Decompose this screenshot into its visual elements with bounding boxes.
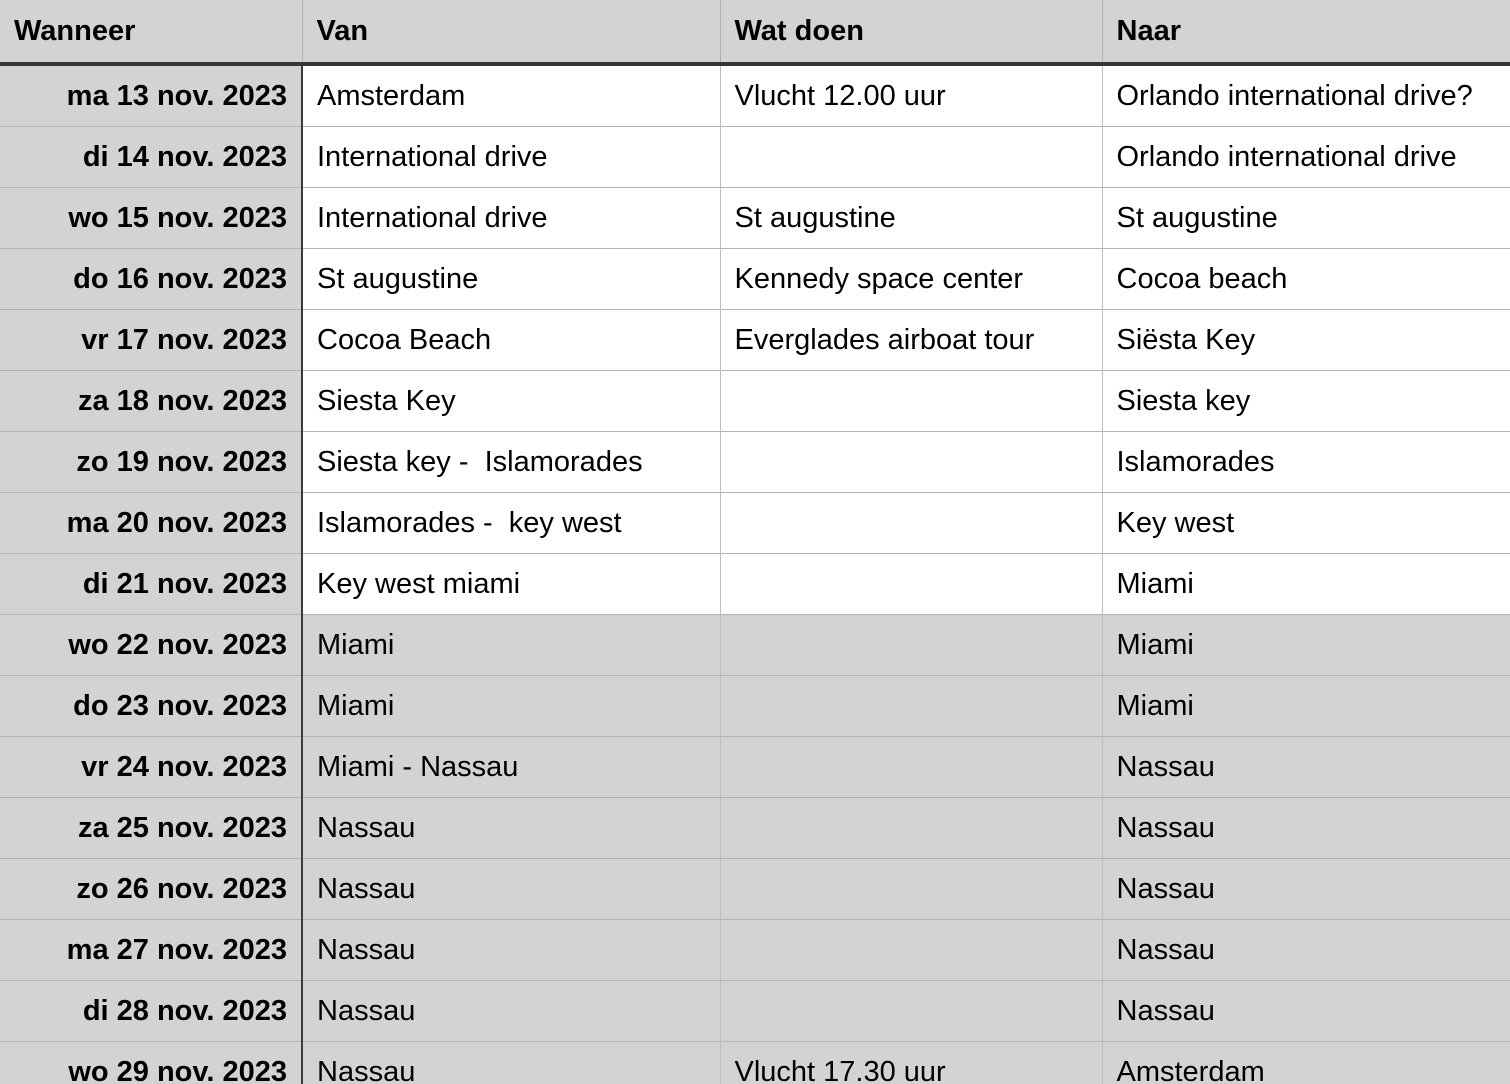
cell-wat-doen[interactable]: Everglades airboat tour [720,310,1102,371]
cell-van[interactable]: International drive [302,127,720,188]
cell-van[interactable]: Nassau [302,920,720,981]
table-row [0,676,1510,737]
table-row [0,493,1510,554]
cell-van[interactable]: Siesta Key [302,371,720,432]
header-wanneer[interactable]: Wanneer [0,0,302,64]
table-body [0,64,1510,1084]
table-row [0,432,1510,493]
cell-naar[interactable]: Nassau [1102,981,1510,1042]
cell-naar[interactable]: Siesta key [1102,371,1510,432]
cell-wanneer[interactable]: vr 17 nov. 2023 [0,310,302,371]
cell-naar[interactable]: Miami [1102,615,1510,676]
cell-wat-doen[interactable] [720,432,1102,493]
table-row [0,615,1510,676]
cell-naar[interactable]: Miami [1102,676,1510,737]
cell-naar[interactable]: Nassau [1102,920,1510,981]
cell-naar[interactable]: Islamorades [1102,432,1510,493]
cell-van[interactable]: Miami [302,676,720,737]
cell-naar[interactable]: Nassau [1102,798,1510,859]
cell-wat-doen[interactable]: Kennedy space center [720,249,1102,310]
table-row [0,310,1510,371]
cell-naar[interactable]: Orlando international drive? [1102,64,1510,127]
cell-wanneer[interactable]: vr 24 nov. 2023 [0,737,302,798]
cell-wanneer[interactable]: wo 15 nov. 2023 [0,188,302,249]
table-row [0,371,1510,432]
cell-wanneer[interactable]: zo 26 nov. 2023 [0,859,302,920]
cell-wanneer[interactable]: do 16 nov. 2023 [0,249,302,310]
header-wat-doen[interactable]: Wat doen [720,0,1102,64]
table-row [0,920,1510,981]
cell-van[interactable]: St augustine [302,249,720,310]
table-row [0,554,1510,615]
cell-wat-doen[interactable] [720,615,1102,676]
cell-wat-doen[interactable]: Vlucht 17.30 uur [720,1042,1102,1084]
cell-wat-doen[interactable] [720,127,1102,188]
cell-naar[interactable]: Nassau [1102,737,1510,798]
cell-van[interactable]: Miami - Nassau [302,737,720,798]
cell-wanneer[interactable]: za 25 nov. 2023 [0,798,302,859]
cell-wanneer[interactable]: wo 22 nov. 2023 [0,615,302,676]
cell-wat-doen[interactable] [720,676,1102,737]
table-header [0,0,1510,64]
table-row [0,127,1510,188]
cell-van[interactable]: International drive [302,188,720,249]
cell-wanneer[interactable]: wo 29 nov. 2023 [0,1042,302,1084]
table-row [0,1042,1510,1084]
cell-wat-doen[interactable] [720,920,1102,981]
cell-wanneer[interactable]: ma 27 nov. 2023 [0,920,302,981]
cell-naar[interactable]: Key west [1102,493,1510,554]
cell-wat-doen[interactable] [720,554,1102,615]
cell-van[interactable]: Nassau [302,798,720,859]
table-row [0,188,1510,249]
cell-van[interactable]: Nassau [302,859,720,920]
cell-naar[interactable]: Orlando international drive [1102,127,1510,188]
table-row [0,798,1510,859]
cell-wanneer[interactable]: di 28 nov. 2023 [0,981,302,1042]
cell-van[interactable]: Amsterdam [302,64,720,127]
cell-wanneer[interactable]: ma 20 nov. 2023 [0,493,302,554]
cell-van[interactable]: Cocoa Beach [302,310,720,371]
cell-wat-doen[interactable] [720,981,1102,1042]
cell-wanneer[interactable]: za 18 nov. 2023 [0,371,302,432]
header-naar[interactable]: Naar [1102,0,1510,64]
cell-wat-doen[interactable] [720,493,1102,554]
cell-wanneer[interactable]: do 23 nov. 2023 [0,676,302,737]
cell-naar[interactable]: St augustine [1102,188,1510,249]
table-row [0,737,1510,798]
table-row [0,249,1510,310]
cell-wat-doen[interactable] [720,859,1102,920]
cell-van[interactable]: Nassau [302,1042,720,1084]
cell-van[interactable]: Nassau [302,981,720,1042]
table-row [0,981,1510,1042]
cell-naar[interactable]: Cocoa beach [1102,249,1510,310]
cell-wat-doen[interactable]: Vlucht 12.00 uur [720,64,1102,127]
cell-wanneer[interactable]: di 21 nov. 2023 [0,554,302,615]
header-row [0,0,1510,64]
cell-wat-doen[interactable] [720,737,1102,798]
table-row [0,64,1510,127]
cell-wat-doen[interactable] [720,371,1102,432]
cell-wat-doen[interactable]: St augustine [720,188,1102,249]
cell-van[interactable]: Key west miami [302,554,720,615]
cell-wanneer[interactable]: ma 13 nov. 2023 [0,64,302,127]
header-van[interactable]: Van [302,0,720,64]
table-row [0,859,1510,920]
cell-van[interactable]: Siesta key - Islamorades [302,432,720,493]
cell-van[interactable]: Miami [302,615,720,676]
cell-naar[interactable]: Siësta Key [1102,310,1510,371]
cell-naar[interactable]: Miami [1102,554,1510,615]
cell-wat-doen[interactable] [720,798,1102,859]
cell-naar[interactable]: Nassau [1102,859,1510,920]
cell-wanneer[interactable]: di 14 nov. 2023 [0,127,302,188]
cell-van[interactable]: Islamorades - key west [302,493,720,554]
cell-naar[interactable]: Amsterdam [1102,1042,1510,1084]
cell-wanneer[interactable]: zo 19 nov. 2023 [0,432,302,493]
